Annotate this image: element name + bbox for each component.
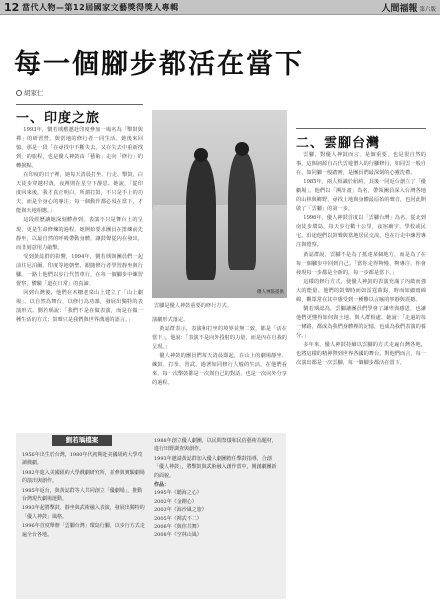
- works-heading: 作品：: [154, 482, 170, 489]
- sidebar-title: 劉若瑀檔案: [52, 435, 112, 446]
- road-shape: [152, 205, 287, 298]
- section-rule: [16, 104, 143, 105]
- paragraph: 黃誌群說，雲腳不是為了抵達某個地方，而是為了在每一個腳步中回到自己。「當你走得夠慢、夠專注，你會發現每一步都是全新的，每一步都是當下。」: [296, 251, 426, 276]
- sidebar-left-column: [22, 451, 146, 597]
- paragraph: 優人神鼓的團員們每天清晨即起，在山上的劇場靜坐、練鼓、打拳、習武，過著如同修行人般的生活。在他們看來，每一次擊鼓都是一次與自己的對話，也是一次向外分享的過程。: [152, 353, 287, 387]
- section-rule: [296, 128, 426, 129]
- work-item: 2002年《金剛心》: [154, 498, 197, 505]
- photo-caption: 雲腳是優人神鼓重要的修行方式。: [154, 303, 232, 309]
- paragraph: 回到台灣後，他們在木柵老泉山上建立了「山上劇場」，以自然為舞台，以修行為功課，發展出獨特的表演形式。劉若瑀說：「我們不是在做表演，而是在做一種生活的方式；鼓聲只是我們與世界溝通的語言。」: [16, 289, 143, 323]
- paragraph: 雲腳，對優人神鼓而言，是個重要、也是很自然的事。這個詞源自古代雲遊僧人的行腳修行，如同雲一般自在、如同腳一般踏實，是團員們最深刻的心靈洗禮。: [296, 152, 426, 177]
- photo-credit: 優人神鼓提供: [257, 290, 284, 295]
- section-heading-yunjiao: 二、雲腳台灣: [296, 136, 381, 151]
- paragraph: 演劇形式落定。: [152, 317, 189, 323]
- paragraph: 1985年，兩人相識於紐約，其後一同返台創立了「優劇場」。他們以「溯計畫」為名，帶領團員深入台灣各地的山林與鄉野，尋找土地與身體最原始的聲音，也因此開啟了「雲腳」的第一步。: [296, 179, 426, 213]
- paragraph: 這樣的修行方式，使優人神鼓的表演充滿了內斂而強大的能量。他們的鼓聲時而如雷霆萬鈞，時而如細雨綿綿，觀眾常在其中感受到一種難以言喻的寧靜與震撼。: [296, 278, 426, 303]
- paragraph: 多年來，優人神鼓持續以雲腳的方式走遍台灣各地，也將這樣的精神帶到世界各國的舞台。對他們而言，每一次演出都是一次雲腳，每一個腳步都活在當下。: [296, 341, 426, 367]
- article-photo: [152, 110, 287, 298]
- page-header: [0, 0, 440, 15]
- paragraph: 黃誌群表示，表演和打坐的境界並無二致，都是「活在當下」。他說：「表演不是向外投射的力量，而是內在自我的呈現。」: [152, 326, 287, 351]
- author-name: 胡家仁: [24, 89, 44, 97]
- walker-figure: [186, 158, 216, 280]
- sidebar-item: 1993年邀請黃誌群加入優人劇團擔任擊鼓指導，合創「優人神鼓」，將擊鼓與武術融入創作當中，開創劇團新的面貌。: [154, 455, 277, 479]
- article-column-3: [296, 151, 426, 599]
- walker-figure: [228, 152, 256, 270]
- author-line: [16, 88, 44, 97]
- walker-head: [235, 142, 249, 156]
- sidebar-item: 1982年進入美國紐約大學戲劇研究所，並參與實驗劇場的演出與創作。: [22, 469, 145, 485]
- paragraph: 受到黃誌群的影響，1994年，劉若瑀與團員們一起前往尼泊爾、印度等地朝聖，跟隨修行者學習靜坐與行腳。一路上他們以步行代替車行，在每一個腳步中練習覺察，體驗「道在日常」的真諦。: [16, 253, 143, 287]
- article-column-1: [16, 126, 143, 432]
- sidebar-item: 1993年起將擊鼓、靜坐與武術融入表演，發展出獨特的「優人神鼓」風格。: [22, 505, 145, 520]
- article-column-2: [152, 316, 287, 428]
- section-title: 當代人物—第12屆國家文藝獎得獎人專輯: [22, 3, 179, 12]
- page-number: 12: [4, 1, 20, 14]
- paragraph: 在印度的日子裡，她每天清晨打坐、行走、擊鼓，白天徒步穿越村落，夜裡則在星空下靜思。她說，「從印度回來後，我才真正明白，所謂打鼓，不只是手上的功夫，而是全身心的專注；每一個動作都必須在當下，才能與天地相應。」: [16, 172, 143, 215]
- sidebar-item: 1956年出生於台灣，1980年代初期赴美國紐約大學攻讀戲劇。: [22, 452, 143, 467]
- work-item: 2006年《與你共舞》: [154, 524, 202, 531]
- work-item: 2005年《禪武不二》: [154, 515, 202, 522]
- work-item: 1995年《聽海之心》: [154, 490, 202, 497]
- sidebar-right-column: [154, 437, 280, 597]
- paragraph: 這段經歷讓她深刻體會到，表演不只是舞台上的呈現，更是生命修煉的過程。她開始要求團員在排練前先靜坐，以最自然的呼吸帶動身體，讓鼓聲從內在發出，而非刻意用力敲擊。: [16, 217, 143, 251]
- paragraph: 1996年，優人神鼓首度以「雲腳台灣」為名，從北到南徒步環島，每天步行數十公里，夜宿廟宇、學校或民宅。沿途他們以鼓聲與當地居民交流，也在行走中練習專注與覺察。: [296, 215, 426, 249]
- work-item: 2003年《海沙風之旅》: [154, 507, 207, 514]
- works-list: [154, 481, 280, 540]
- paragraph: 1993年，劉若瑀應邀赴印度參加一場名為「擊鼓與禪」的研習營，與當地的修行者一同生活。她後來回憶，那是一段「在尋找中不斷失去，又在失去中重新找到」的旅程，也是優人神鼓由「藝術」走向「修行」的轉捩點。: [16, 127, 143, 170]
- bullet-icon: [16, 90, 22, 96]
- section-heading-india: 一、印度之旅: [16, 111, 101, 126]
- work-item: 2008年《空林山風》: [154, 532, 202, 539]
- sidebar-item: 1996年首度舉辦「雲腳台灣」環島行腳，以步行方式走遍全台各地。: [22, 523, 145, 538]
- newspaper-logo: 人間福報 第六版: [381, 4, 436, 14]
- paragraph: 劉若瑀認為，雲腳讓團員們學會了謙卑與感恩，也讓他們更懂得如何與土地、與人群相處。她說：「走過的每一條路，都成為我們身體裡的記憶，也成為我們表演的養分。」: [296, 305, 426, 339]
- article-title: 每一個腳步都活在當下: [14, 49, 304, 80]
- sidebar-item: 1985年返台，與黃誌群等人共同創立「優劇場」，推動台灣現代劇場運動。: [22, 487, 143, 503]
- sidebar-item: 1988年創立優人劇團，以民間祭儀和民俗藝術為題材，進行田野調查與創作。: [154, 438, 277, 453]
- walker-head: [194, 148, 208, 162]
